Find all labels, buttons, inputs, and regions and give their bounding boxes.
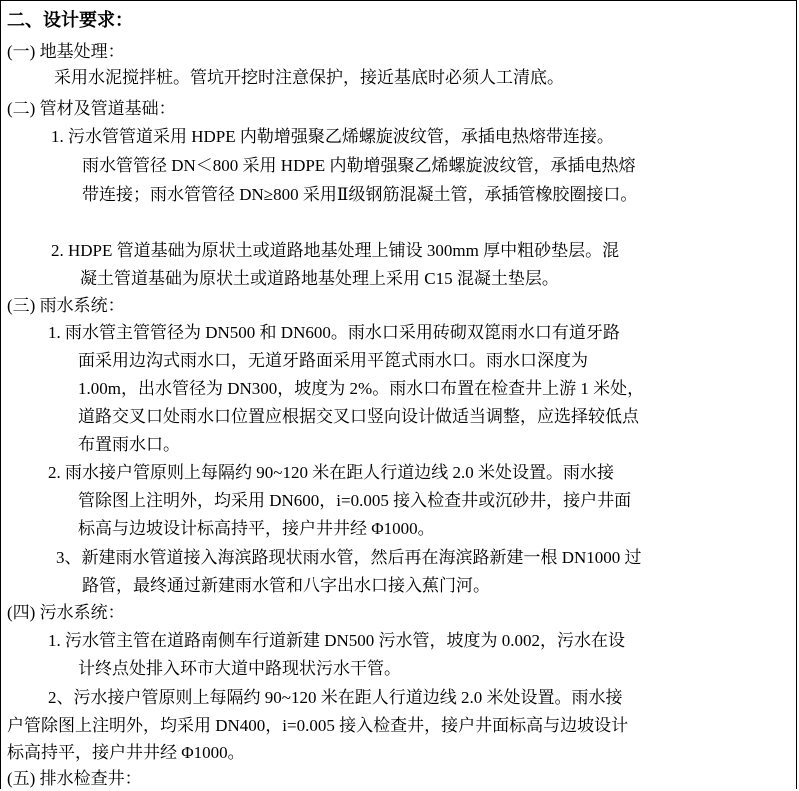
paragraph-line: 标高与边坡设计标高持平，接户井井经 Φ1000。 (78, 519, 435, 538)
subsection-heading: (三) 雨水系统： (7, 296, 125, 315)
paragraph-line: 标高持平，接户井井经 Φ1000。 (7, 743, 245, 762)
paragraph-line: 道路交叉口处雨水口位置应根据交叉口竖向设计做适当调整，应选择较低点 (78, 407, 639, 426)
subsection-heading: (五) 排水检查井： (7, 769, 142, 788)
list-item-line: 2、污水接户管原则上每隔约 90~120 米在距人行道边线 2.0 米处设置。雨水接 (48, 688, 623, 707)
paragraph-line: 布置雨水口。 (78, 435, 180, 454)
paragraph-line: 面采用边沟式雨水口，无道牙路面采用平箆式雨水口。雨水口深度为 (78, 351, 588, 370)
paragraph-line: 管除图上注明外，均采用 DN600，i=0.005 接入检查井或沉砂井，接户井面 (78, 491, 632, 510)
subsection-heading: (一) 地基处理： (7, 42, 125, 61)
list-item-line: 1. 污水管主管在道路南侧车行道新建 DN500 污水管，坡度为 0.002，污水在设 (48, 631, 626, 650)
paragraph-line: 凝土管道基础为原状土或道路地基处理上采用 C15 混凝土垫层。 (80, 269, 559, 288)
subsection-heading: (四) 污水系统： (7, 603, 125, 622)
section-heading: 二、设计要求： (7, 10, 133, 30)
paragraph-line: 1.00m，出水管径为 DN300，坡度为 2%。雨水口布置在检查井上游 1 米处， (78, 379, 645, 398)
subsection-heading: (二) 管材及管道基础： (7, 99, 176, 118)
paragraph-line: 户管除图上注明外，均采用 DN400，i=0.005 接入检查井，接户井面标高与边坡设计 (7, 716, 629, 735)
list-item-line: 1. 污水管管道采用 HDPE 内勒增强聚乙烯螺旋波纹管，承插电热熔带连接。 (51, 127, 614, 146)
paragraph-line: 采用水泥搅拌桩。管坑开挖时注意保护，接近基底时必须人工清底。 (54, 68, 564, 87)
paragraph-line: 雨水管管径 DN＜800 采用 HDPE 内勒增强聚乙烯螺旋波纹管，承插电热熔 (82, 156, 636, 175)
list-item-line: 2. 雨水接户管原则上每隔约 90~120 米在距人行道边线 2.0 米处设置。雨水接 (48, 463, 614, 482)
list-item-line: 1. 雨水管主管管径为 DN500 和 DN600。雨水口采用砖砌双箆雨水口有道牙路 (48, 323, 620, 342)
paragraph-line: 计终点处排入环市大道中路现状污水干管。 (78, 659, 401, 678)
list-item-line: 2. HDPE 管道基础为原状土或道路地基处理上铺设 300mm 厚中粗砂垫层。混 (51, 241, 620, 260)
list-item-line: 3、新建雨水管道接入海滨路现状雨水管，然后再在海滨路新建一根 DN1000 过 (56, 548, 642, 567)
paragraph-line: 带连接；雨水管管径 DN≥800 采用Ⅱ级钢筋混凝土管，承插管橡胶圈接口。 (82, 185, 638, 204)
paragraph-line: 路管，最终通过新建雨水管和八字出水口接入蕉门河。 (82, 576, 490, 595)
